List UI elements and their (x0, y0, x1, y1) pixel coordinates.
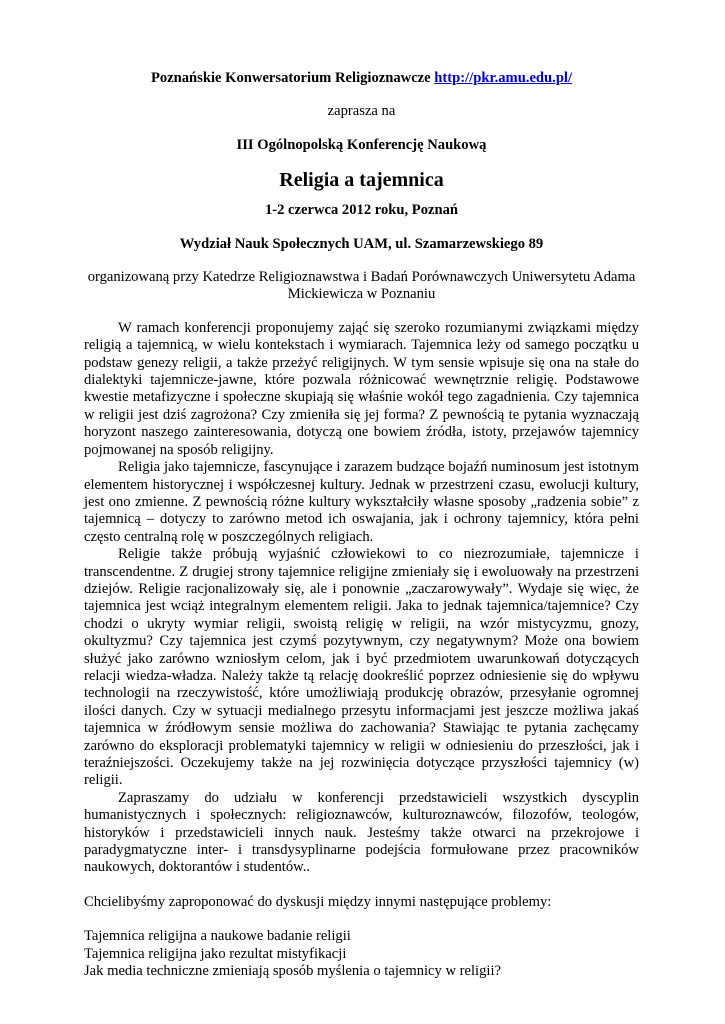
problems-list (84, 928, 639, 980)
conference-name: III Ogólnopolską Konferencję Naukową (236, 136, 487, 153)
problem-item: Tajemnica religijna a naukowe badanie religii (84, 928, 351, 945)
organized-by: organizowaną przy Katedrze Religioznawstwa i Badań Porównawczych Uniwersytetu Adama Mickiewicza w Poznaniu (87, 269, 636, 303)
invite-text: zaprasza na (327, 103, 396, 120)
organizer-name: Poznańskie Konwersatorium Religioznawcze (150, 70, 431, 86)
conference-date: 1-2 czerwca 2012 roku, Poznań (264, 202, 459, 219)
conference-venue: Wydział Nauk Społecznych UAM, ul. Szamarzewskiego 89 (179, 235, 544, 252)
conference-title: Religia a tajemnica (279, 169, 444, 192)
paragraph: Zapraszamy do udziału w konferencji przedstawicieli wszystkich dyscyplin humanistycznych i społecznych: religioznawców, kulturoznawców, filozofów, teologów, historyków i przedstawicieli innych nauk. Jesteśmy także otwarci na przekrojowe i paradygmatyczne inter- i transdysyplinarne podejścia formułowane przez pracowników naukowych, doktorantów i studentów.. (84, 789, 639, 876)
paragraph: Religie także próbują wyjaśnić człowiekowi to co niezrozumiałe, tajemnicze i transcendentne. Z drugiej strony tajemnice religijne zmieniały się i ewoluowały na przestrzeni dziejów. Religie racjonalizowały się, ale i ponownie „zaczarowywały”. Wydaje się więc, że tajemnica jest wciąż integralnym elementem religii. Jaka to jednak tajemnica/tajemnice? Czy chodzi o ukryty wymiar religii, swoistą religię w religii, na wzór mistycyzmu, gnozy, okultyzmu? Czy tajemnica jest czymś pozytywnym, czy negatywnym? Może ona bowiem służyć jako zarówno wzniosłym celom, jak i być przedmiotem uwarunkowań dotyczących relacji wiedza-władza. Należy także tą relację dookreślić poprzez odniesienie się do wpływu technologii na rzeczywistość, które umożliwiają produkcję obrazów, przesyłanie ogromnej ilości danych. Czy w sytuacji medialnego przesytu informacjami jest jeszcze możliwa jakaś tajemnica w źródłowym sensie możliwa do zachowania? Stawiając te pytania zachęcamy zarówno do eksploracji problematyki tajemnicy w religii w odniesieniu do przeszłości, jak i teraźniejszości. Oczekujemy także na jej rozwinięcia dotyczące przyszłości tajemnicy (w) religii. (84, 546, 639, 789)
problem-item: Tajemnica religijna jako rezultat mistyfikacji (84, 945, 347, 962)
problems-intro: Chcielibyśmy zaproponować do dyskusji między innymi następujące problemy: (84, 893, 552, 910)
organizer-link[interactable]: http://pkr.amu.edu.pl/ (434, 70, 573, 86)
paragraph: Religia jako tajemnicze, fascynujące i zarazem budzące bojaźń numinosum jest istotnym elementem historycznej i współczesnej kultury. Jednak w przestrzeni czasu, ewolucji kultury, jest ono zmienne. Z pewnością różne kultury wykształciły własne sposoby „radzenia sobie” z tajemnicą – dotyczy to zarówno metod ich oswajania, jak i ochrony tajemnicy, która pełni często centralną rolę w poszczególnych religiach. (84, 459, 639, 545)
organizer-line (84, 0, 639, 87)
problem-item: Jak media techniczne zmieniają sposób myślenia o tajemnicy w religii? (84, 963, 501, 980)
body-text (84, 320, 639, 877)
paragraph: W ramach konferencji proponujemy zająć się szeroko rozumianymi związkami między religią a tajemnicą, w wielu kontekstach i wymiarach. Tajemnica leży od samego początku u podstaw genezy religii, a także przeżyć religijnych. W tym sensie wpisuje się ona na stałe do dialektyki tajemnicze-jawne, które pozwala różnicować wewnętrznie religię. Podstawowe kwestie metafizyczne i społeczne skupiają się właśnie wokół tego zagadnienia. Czy tajemnica w religii jest dziś zagrożona? Czy zmieniła się jej forma? Z pewnością te pytania wyznaczają horyzont naszego zainteresowania, dotyczą one bowiem źródła, istoty, przejawów tajemnicy pojmowanej na sposób religijny. (84, 319, 639, 458)
